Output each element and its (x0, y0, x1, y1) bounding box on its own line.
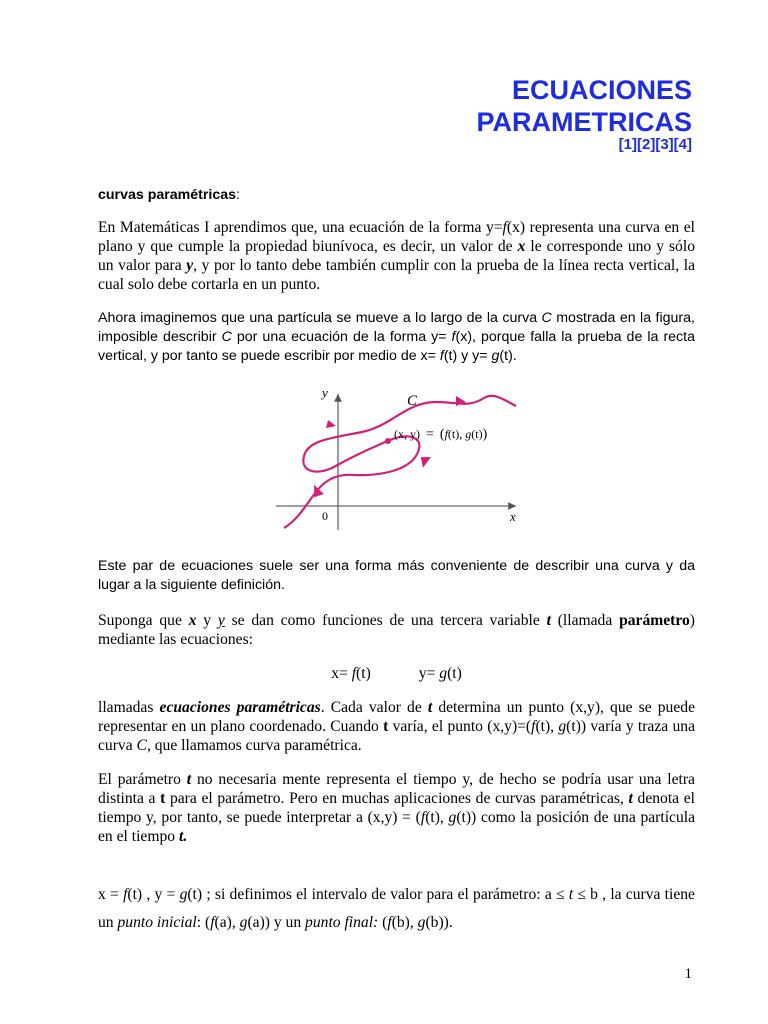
curve-arrow-2 (419, 455, 431, 469)
parametric-curve (284, 396, 516, 528)
origin-label: 0 (322, 509, 328, 523)
parametric-curve-figure (270, 380, 530, 540)
y-axis-label: y (322, 385, 328, 400)
equation-x: x= f(t) (331, 665, 371, 682)
equation-y: y= g(t) (418, 665, 462, 682)
curve-label-C: C (407, 393, 418, 409)
paragraph-1: En Matemáticas I aprendimos que, una ecuación de la forma y=f(x) representa una curva en el plano y que cumple la propiedad biunívoca, es decir, un valor de x le corresponde uno y sólo un valor para y, y por lo tanto debe también cumplir con la prueba de la línea recta vertical, la cual solo debe cortarla en un punto. (98, 219, 695, 293)
curve-point (385, 438, 391, 444)
section-heading: curvas paramétricas: (98, 187, 240, 203)
title-line-1: ECUACIONES (511, 75, 692, 105)
paragraph-2: Ahora imaginemos que una partícula se mueve a lo largo de la curva C mostrada en la figura, imposible describir C por una ecuación de la forma y= f(x), porque falla la prueba de la recta vertical, y por tanto se puede escribir por medio de x= f(t) y y= g(t). (98, 310, 695, 364)
paragraph-4: Suponga que x y y se dan como funciones de una tercera variable t (llamada parámetro) mediante las ecuaciones: (98, 612, 695, 648)
page-number: 1 (684, 966, 692, 982)
references: [1][2][3][4] (618, 136, 692, 153)
paragraph-6: El parámetro t no necesaria mente representa el tiempo y, de hecho se podría usar una letra distinta a t para el parámetro. Pero en muchas aplicaciones de curvas paramétricas, t denota el tiempo y, por tanto, se puede interpretar a (x,y) = (f(t), g(t)) como la posición de una partícula en el tiempo t. (98, 771, 695, 845)
curve-arrow-3 (326, 420, 336, 428)
x-axis-label: x (510, 509, 516, 524)
paragraph-5: llamadas ecuaciones paramétricas. Cada valor de t determina un punto (x,y), que se puede representar en un plano coordenado. Cuando t varía, el punto (x,y)=(f(t), g(t)) varía y traza una curva C, que llamamos curva paramétrica. (98, 699, 695, 754)
paragraph-3: Este par de ecuaciones suele ser una forma más conveniente de describir una curva y da lugar a la siguiente definición. (98, 558, 695, 593)
document-title (477, 74, 693, 138)
section-heading-text: curvas paramétricas (98, 187, 237, 203)
paragraph-7: x = f(t) , y = g(t) ; si definimos el intervalo de valor para el parámetro: a ≤ t ≤ b , la curva tiene un punto inicial: (f(a), g(a)) y un punto final: (f(b), g(b)). (98, 886, 695, 931)
point-label: (x, y) = (f(t), g(t)) (394, 427, 488, 442)
parametric-equations (98, 664, 695, 683)
title-line-2: PARAMETRICAS (476, 107, 692, 137)
